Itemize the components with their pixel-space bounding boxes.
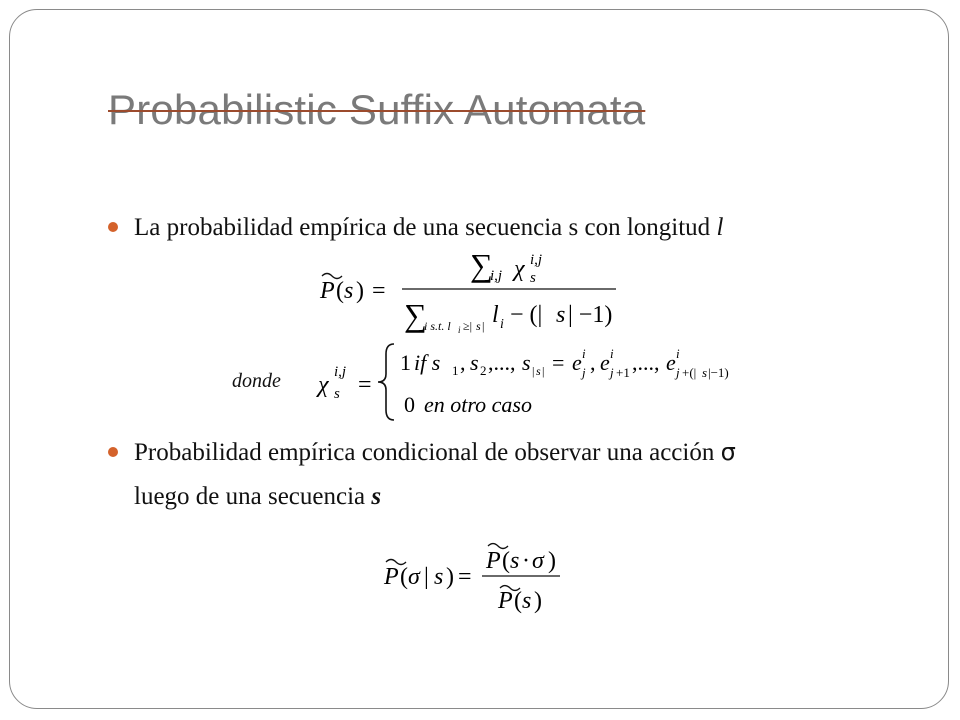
svg-text:(: ( xyxy=(400,564,408,590)
svg-text:=: = xyxy=(358,372,372,398)
svg-text:0: 0 xyxy=(404,392,415,417)
slide-title: Probabilistic Suffix Automata xyxy=(108,86,646,133)
svg-text:s: s xyxy=(536,364,541,378)
bullet-1-italic: l xyxy=(716,214,724,241)
svg-text:l: l xyxy=(492,302,499,328)
svg-text:|: | xyxy=(542,364,545,378)
svg-text:): ) xyxy=(446,564,454,590)
svg-text:s: s xyxy=(556,302,566,328)
svg-text:s: s xyxy=(334,386,340,402)
svg-text:s: s xyxy=(434,564,444,590)
svg-text:,...,: ,..., xyxy=(488,350,516,375)
bullet-2-line-1 xyxy=(134,435,736,470)
svg-text:∑: ∑ xyxy=(404,297,427,333)
svg-text:χ: χ xyxy=(318,372,329,398)
bullet-2-line-2 xyxy=(134,479,381,514)
svg-text:): ) xyxy=(534,588,542,614)
svg-text:if s: if s xyxy=(414,350,441,375)
svg-text:s: s xyxy=(522,588,532,614)
svg-text:=: = xyxy=(458,564,472,590)
svg-text:j: j xyxy=(610,365,614,380)
svg-text:,: , xyxy=(590,350,596,375)
svg-text:,: , xyxy=(460,350,466,375)
svg-text:s: s xyxy=(510,548,520,574)
bullet-2-line-2-main: luego de una secuencia xyxy=(134,483,372,510)
donde-label: donde xyxy=(232,370,281,392)
svg-text:− (|: − (| xyxy=(510,302,543,328)
svg-text:∑: ∑ xyxy=(470,247,493,283)
svg-text:en otro caso: en otro caso xyxy=(424,392,532,417)
svg-text:i s.t. l: i s.t. l xyxy=(424,319,451,333)
svg-text:e: e xyxy=(666,350,676,375)
svg-text:P: P xyxy=(486,548,501,574)
svg-text:i,j: i,j xyxy=(334,364,347,380)
svg-text:≥|: ≥| xyxy=(463,319,472,333)
bullet-marker-2 xyxy=(108,447,118,457)
svg-text:P: P xyxy=(320,278,335,304)
svg-text:|: | xyxy=(482,319,485,333)
svg-text:|−1): |−1) xyxy=(708,365,729,380)
svg-text:χ: χ xyxy=(514,256,525,282)
sigma-symbol: σ xyxy=(720,438,736,466)
svg-text:i,j: i,j xyxy=(530,252,543,268)
svg-text:=: = xyxy=(552,350,565,375)
svg-text:i: i xyxy=(676,346,680,361)
svg-text:i: i xyxy=(610,346,614,361)
svg-text:+(|: +(| xyxy=(682,365,697,380)
svg-text:2: 2 xyxy=(480,363,487,378)
svg-text:P: P xyxy=(384,564,399,590)
bullet-1-text xyxy=(134,210,723,245)
svg-text:s: s xyxy=(702,365,708,380)
empirical-probability-formula xyxy=(318,246,628,336)
conditional-probability-formula xyxy=(382,538,592,616)
svg-text:i: i xyxy=(582,346,586,361)
svg-text:j: j xyxy=(582,365,586,380)
svg-text:): ) xyxy=(356,278,364,304)
svg-text:| −1): | −1) xyxy=(568,302,613,328)
svg-text:(: ( xyxy=(514,588,522,614)
svg-text:i: i xyxy=(500,317,504,332)
svg-text:(: ( xyxy=(336,278,344,304)
svg-text:): ) xyxy=(548,548,556,574)
bullet-2-bold-s: s xyxy=(371,483,382,510)
svg-text:s: s xyxy=(344,278,354,304)
svg-text:1: 1 xyxy=(400,350,411,375)
svg-text:=: = xyxy=(372,278,386,304)
bullet-1-main: La probabilidad empírica de una secuencia s con longitud xyxy=(134,214,717,241)
svg-text:,...,: ,..., xyxy=(632,350,660,375)
svg-text:s: s xyxy=(476,319,481,333)
svg-text:e: e xyxy=(600,350,610,375)
svg-text:s: s xyxy=(522,350,531,375)
chi-definition-formula xyxy=(312,340,752,424)
svg-text:σ: σ xyxy=(408,564,420,590)
svg-text:+1: +1 xyxy=(616,365,630,380)
svg-text:j: j xyxy=(676,365,680,380)
svg-text:(: ( xyxy=(502,548,510,574)
svg-text:i,j: i,j xyxy=(490,268,503,284)
bullet-marker-1 xyxy=(108,222,118,232)
svg-text:·: · xyxy=(522,548,530,574)
svg-text:e: e xyxy=(572,350,582,375)
svg-text:|: | xyxy=(424,564,429,590)
bullet-2-main: Probabilidad empírica condicional de observar una acción xyxy=(134,439,721,466)
svg-text:|: | xyxy=(532,364,535,378)
svg-text:i: i xyxy=(458,325,461,335)
svg-text:s: s xyxy=(470,350,479,375)
svg-text:1: 1 xyxy=(452,363,459,378)
svg-text:σ: σ xyxy=(532,548,544,574)
svg-text:s: s xyxy=(530,270,536,286)
svg-text:P: P xyxy=(498,588,513,614)
